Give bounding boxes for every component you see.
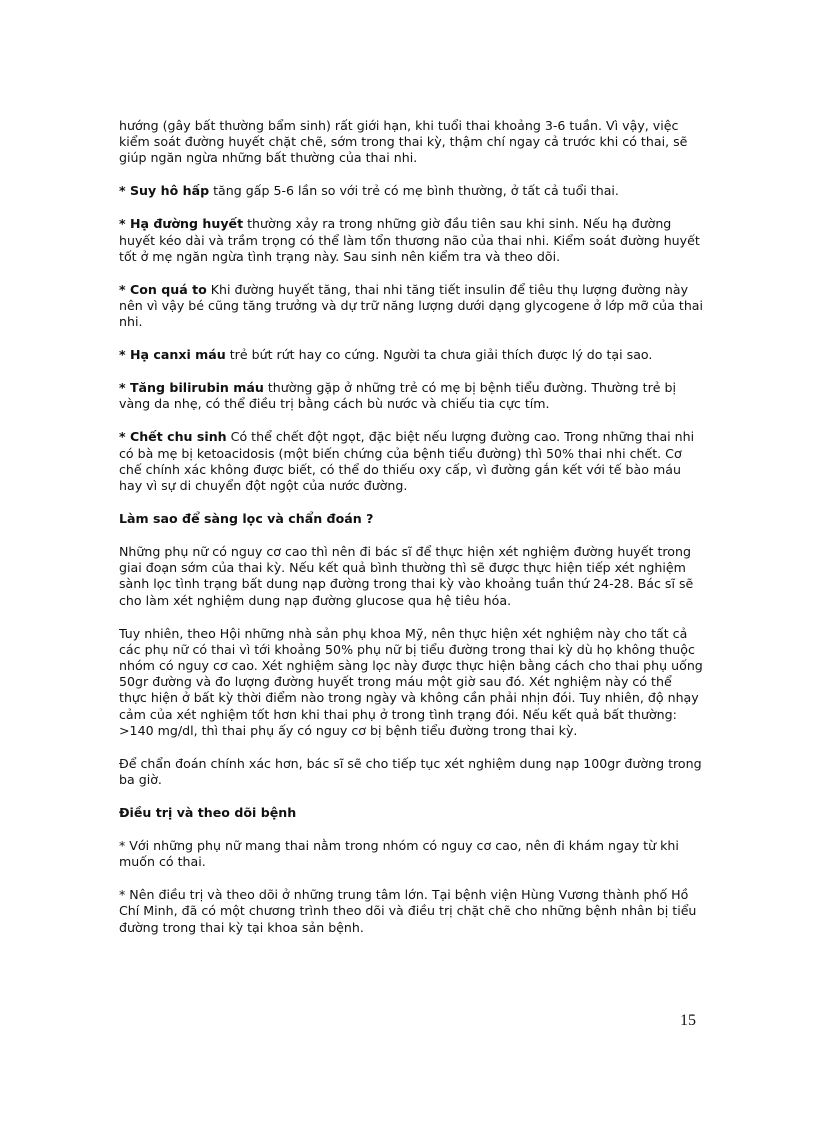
treatment-paragraph: * Với những phụ nữ mang thai nằm trong nhóm có nguy cơ cao, nên đi khám ngay từ khi muốn có thai. (119, 838, 679, 870)
complication-respiratory-distress (119, 183, 703, 199)
complication-term: * Hạ canxi máu (119, 347, 226, 363)
screening-paragraph: Để chẩn đoán chính xác hơn, bác sĩ sẽ cho tiếp tục xét nghiệm dung nạp 100gr đường trong ba giờ. (119, 755, 702, 788)
screening-heading: Làm sao để sàng lọc và chẩn đoán ? (119, 511, 374, 527)
screening-paragraph: Những phụ nữ có nguy cơ cao thì nên đi bác sĩ để thực hiện xét nghiệm đường huyết trong giai đoạn sớm của thai kỳ. Nếu kết quả bình thường thì sẽ được thực hiện tiếp xét nghiệm sành lọc tình trạng bất dung nạp đường trong thai kỳ vào khoảng tuần thứ 24-28. Bác sĩ sẽ cho làm xét nghiệm dung nạp đường glucose qua hệ tiêu hóa. (119, 544, 694, 608)
complication-hypoglycemia (119, 216, 703, 265)
intro-paragraph: hướng (gây bất thường bẩm sinh) rất giới hạn, khi tuổi thai khoảng 3-6 tuần. Vì vậy, việc kiểm soát đường huyết chặt chẽ, sớm trong thai kỳ, thậm chí ngay cả trước khi có thai, sẽ giúp ngăn ngừa những bất thường của thai nhi. (119, 118, 688, 166)
complication-term: * Con quá to (119, 281, 207, 297)
complication-macrosomia (119, 282, 703, 331)
complication-hyperbilirubinemia (119, 380, 703, 412)
page-body (119, 118, 703, 953)
complication-text: Có thể chết đột ngọt, đặc biệt nếu lượng đường cao. Trong những thai nhi có bà mẹ bị ketoacidosis (một biến chứng của bệnh tiểu đường) thì 50% thai nhi chết. Cơ chế chính xác không được biết, có thể do thiếu oxy cấp, vì đường gắn kết với tế bào máu hay vì sự di chuyển đột ngột của nước đường. (119, 429, 695, 494)
complication-text: trẻ bứt rứt hay co cứng. Người ta chưa giải thích được lý do tại sao. (225, 347, 653, 363)
complication-term: * Tăng bilirubin máu (119, 380, 264, 396)
complication-term: * Hạ đường huyết (119, 216, 244, 232)
treatment-paragraph: * Nên điều trị và theo dõi ở những trung tâm lớn. Tại bệnh viện Hùng Vương thành phố Hồ Chí Minh, đã có một chương trình theo dõi và điều trị chặt chẽ cho những bệnh nhân bị tiểu đường trong thai kỳ tại khoa sản bệnh. (119, 887, 697, 935)
complication-hypocalcemia (119, 347, 703, 363)
complication-text: thường gặp ở những trẻ có mẹ bị bệnh tiểu đường. Thường trẻ bị vàng da nhẹ, có thể điều trị bằng cách bù nước và chiếu tia cực tím. (119, 380, 677, 412)
treatment-heading: Điều trị và theo dõi bệnh (119, 805, 297, 821)
page-number: 15 (680, 1012, 696, 1029)
complication-term: * Chết chu sinh (119, 429, 227, 445)
complication-text: tăng gấp 5-6 lần so với trẻ có mẹ bình thường, ở tất cả tuổi thai. (209, 183, 619, 199)
complication-text: Khi đường huyết tăng, thai nhi tăng tiết insulin để tiêu thụ lượng đường này nên vì vậy bé cũng tăng trưởng và dự trữ năng lượng dưới dạng glycogene ở lớp mỡ của thai nhi. (119, 281, 704, 330)
complication-perinatal-death (119, 429, 703, 494)
complication-term: * Suy hô hấp (119, 183, 210, 199)
screening-paragraph: Tuy nhiên, theo Hội những nhà sản phụ khoa Mỹ, nên thực hiện xét nghiệm này cho tất cả các phụ nữ có thai vì tới khoảng 50% phụ nữ bị tiểu đường trong thai kỳ dù họ không thuộc nhóm có nguy cơ cao. Xét nghiệm sàng lọc này được thực hiện bằng cách cho thai phụ uống 50gr đường và đo lượng đường huyết trong máu một giờ sau đó. Xét nghiệm này có thể thực hiện ở bất kỳ thời điểm nào trong ngày và không cần phải nhịn đói. Tuy nhiên, độ nhạy cảm của xét nghiệm tốt hơn khi thai phụ ở trong tình trạng đói. Nếu kết quả bất thường: >140 mg/dl, thì thai phụ ấy có nguy cơ bị bệnh tiểu đường trong thai kỳ. (119, 625, 703, 738)
complication-text: thường xảy ra trong những giờ đầu tiên sau khi sinh. Nếu hạ đường huyết kéo dài và trầm trọng có thể làm tổn thương não của thai nhi. Kiểm soát đường huyết tốt ở mẹ ngăn ngừa tình trạng này. Sau sinh nên kiểm tra và theo dõi. (119, 216, 700, 264)
